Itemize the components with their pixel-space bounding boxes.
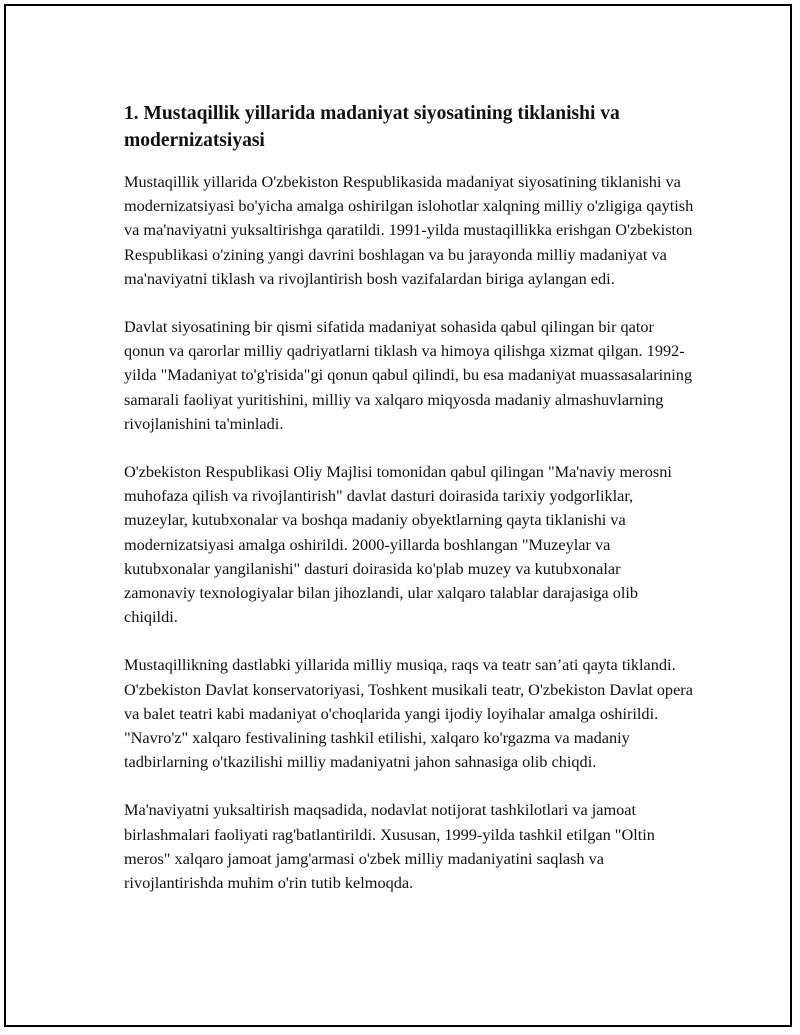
document-body [124, 100, 694, 919]
paragraph-4: Mustaqillikning dastlabki yillarida milliy musiqa, raqs va teatr san’ati qayta tiklandi. O'zbekiston Davlat konservatoriyasi, Toshkent musikali teatr, O'zbekiston Davlat opera va balet teatri kabi madaniyat o'choqlarida yangi ijodiy loyihalar amalga oshirildi. "Navro'z" xalqaro festivalining tashkil etilishi, xalqaro ko'rgazma va madaniy tadbirlarning o'tkazilishi milliy madaniyatni jahon sahnasiga olib chiqdi. [124, 655, 693, 772]
paragraph-2: Davlat siyosatining bir qismi sifatida madaniyat sohasida qabul qilingan bir qator qonun va qarorlar milliy qadriyatlarni tiklash va himoya qilishga xizmat qilgan. 1992-yilda "Madaniyat to'g'risida"gi qonun qabul qilindi, bu esa madaniyat muassasalarining samarali faoliyat yuritishini, milliy va xalqaro miqyosda madaniy almashuvlarning rivojlanishini ta'minladi. [124, 317, 693, 433]
paragraph-3: O'zbekiston Respublikasi Oliy Majlisi tomonidan qabul qilingan "Ma'naviy merosni muhofaza qilish va rivojlantirish" davlat dasturi doirasida tarixiy yodgorliklar, muzeylar, kutubxonalar va boshqa madaniy obyektlarning qayta tiklanishi va modernizatsiyasi amalga oshirildi. 2000-yillarda boshlangan "Muzeylar va kutubxonalar yangilanishi" dasturi doirasida ko'plab muzey va kutubxonalar zamonaviy texnologiyalar bilan jihozlandi, ular xalqaro talablar darajasiga olib chiqildi. [124, 462, 672, 627]
paragraph-1: Mustaqillik yillarida O'zbekiston Respublikasida madaniyat siyosatining tiklanishi va modernizatsiyasi bo'yicha amalga oshirilgan islohotlar xalqning milliy o'zligiga qaytish va ma'naviyatni yuksaltirishga qaratildi. 1991-yilda mustaqillikka erishgan O'zbekiston Respublikasi o'zining yangi davrini boshlagan va bu jarayonda milliy madaniyat va ma'naviyatni tiklash va rivojlantirish bosh vazifalardan biriga aylangan edi. [124, 172, 694, 288]
paragraph-5: Ma'naviyatni yuksaltirish maqsadida, nodavlat notijorat tashkilotlari va jamoat birlashmalari faoliyati rag'batlantirildi. Xususan, 1999-yilda tashkil etilgan "Oltin meros" xalqaro jamoat jamg'armasi o'zbek milliy madaniyatini saqlash va rivojlantirishda muhim o'rin tutib kelmoqda. [124, 800, 655, 893]
page-frame [4, 4, 792, 1027]
section-heading: 1. Mustaqillik yillarida madaniyat siyosatining tiklanishi va modernizatsiyasi [124, 103, 620, 151]
